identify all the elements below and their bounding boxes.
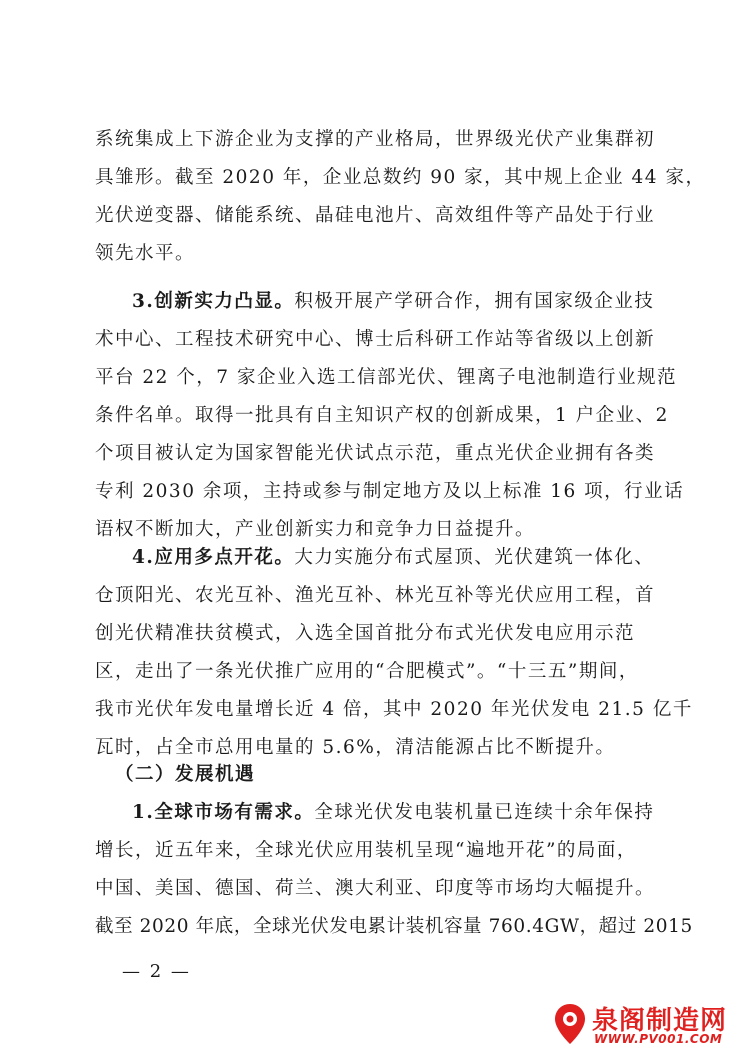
paragraph-applications: [95, 539, 693, 767]
text-line: 语权不断加大，产业创新实力和竞争力日益提升。: [95, 519, 536, 540]
paragraph-industry-layout: [95, 121, 706, 273]
paragraph-heading: 3.创新实力凸显。: [132, 291, 295, 312]
page-number: — 2 —: [122, 961, 191, 982]
text-line: 创光伏精准扶贫模式，入选全国首批分布式光伏发电应用示范: [95, 623, 636, 644]
watermark-url: WWW.PV001.COM: [594, 1032, 723, 1046]
section-heading: [95, 756, 665, 794]
text-line: [95, 539, 665, 577]
section-heading-text: （二）发展机遇: [115, 764, 256, 785]
text-line: 光伏逆变器、储能系统、晶硅电池片、高效组件等产品处于行业: [95, 205, 656, 226]
paragraph-innovation: [95, 283, 685, 549]
text-line: 截至 2020 年底，全球光伏发电累计装机容量 760.4GW，超过 2015: [95, 916, 693, 937]
text-line-rest: 大力实施分布式屋顶、光伏建筑一体化、: [294, 547, 655, 568]
text-line: 中国、美国、德国、荷兰、澳大利亚、印度等市场均大幅提升。: [95, 878, 656, 899]
text-line: 系统集成上下游企业为支撑的产业格局，世界级光伏产业集群初: [95, 129, 656, 150]
text-line: 我市光伏年发电量增长近 4 倍，其中 2020 年光伏发电 21.5 亿千: [95, 699, 693, 720]
paragraph-heading: 4.应用多点开花。: [132, 547, 295, 568]
text-line: 专利 2030 余项，主持或参与制定地方及以上标准 16 项，行业话: [95, 481, 685, 502]
text-line: 仓顶阳光、农光互补、渔光互补、林光互补等光伏应用工程，首: [95, 585, 656, 606]
paragraph-heading: 1.全球市场有需求。: [132, 802, 315, 823]
text-line: 区，走出了一条光伏推广应用的“合肥模式”。“十三五”期间，: [95, 661, 639, 682]
text-line: 领先水平。: [95, 243, 196, 264]
text-line: 具雏形。截至 2020 年，企业总数约 90 家，其中规上企业 44 家，: [95, 167, 706, 188]
paragraph-global-market: [95, 794, 693, 946]
text-line: 平台 22 个，7 家企业入选工信部光伏、锂离子电池制造行业规范: [95, 367, 677, 388]
watermark-site-name: 泉阁制造网: [592, 1006, 728, 1036]
text-line: [95, 794, 665, 832]
location-pin-logo-icon: [552, 1002, 588, 1046]
text-line-rest: 积极开展产学研合作，拥有国家级企业技: [294, 291, 655, 312]
text-line: 个项目被认定为国家智能光伏试点示范，重点光伏企业拥有各类: [95, 443, 656, 464]
text-line: 条件名单。取得一批具有自主知识产权的创新成果，1 户企业、2: [95, 405, 669, 426]
text-line: 术中心、工程技术研究中心、博士后科研工作站等省级以上创新: [95, 329, 656, 350]
text-line: 增长，近五年来，全球光伏应用装机呈现“遍地开花”的局面，: [95, 840, 637, 861]
text-line: 瓦时，占全市总用电量的 5.6%，清洁能源占比不断提升。: [95, 737, 616, 758]
text-line: [95, 283, 665, 321]
text-line-rest: 全球光伏发电装机量已连续十余年保持: [314, 802, 655, 823]
site-watermark: [552, 998, 742, 1052]
